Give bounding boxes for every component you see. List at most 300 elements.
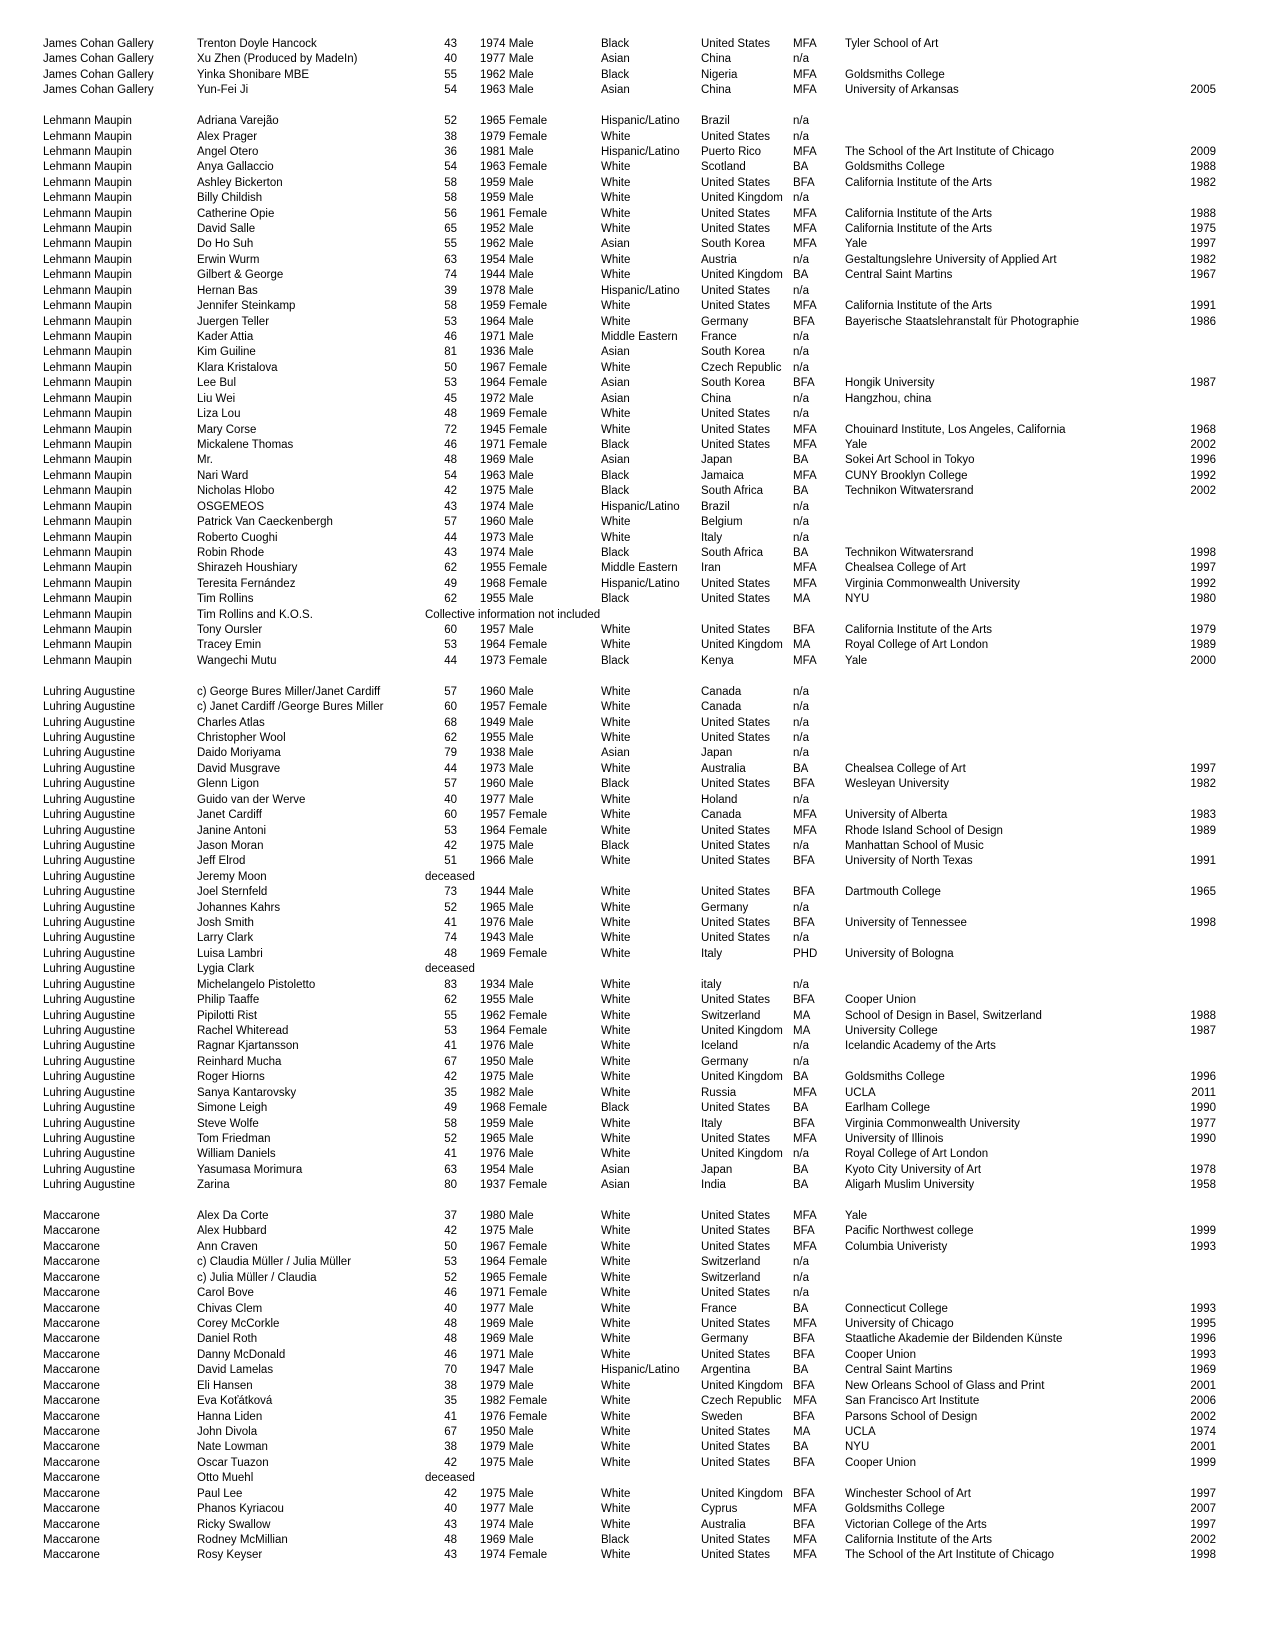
artist-row <box>0 531 1275 546</box>
school-cell <box>845 52 1180 67</box>
country-cell: Germany <box>701 901 749 914</box>
artist-row <box>0 160 1275 175</box>
left-margin <box>0 1039 43 1054</box>
artist-cell: Patrick Van Caeckenbergh <box>197 516 333 529</box>
birth-year-gender-cell: 1962 Female <box>480 1009 548 1022</box>
ethnicity-cell: Asian <box>601 1163 630 1176</box>
degree-cell: BFA <box>793 855 815 868</box>
artist-cell: Jeff Elrod <box>197 855 246 868</box>
gallery-cell: Lehmann Maupin <box>43 361 132 374</box>
artist-cell: Zarina <box>197 1179 230 1192</box>
degree-cell: BFA <box>793 778 815 791</box>
artist-row <box>0 762 1275 777</box>
age-cell: 41 <box>444 1148 457 1161</box>
birth-year-gender-cell: 1980 Male <box>480 1210 534 1223</box>
degree-cell: BFA <box>793 377 815 390</box>
age-cell: 41 <box>444 1410 457 1423</box>
ethnicity-cell: White <box>601 1009 631 1022</box>
artist-row <box>0 469 1275 484</box>
school-cell: The School of the Art Institute of Chicago <box>845 145 1055 158</box>
left-margin <box>0 52 43 67</box>
degree-cell: MFA <box>793 1240 817 1253</box>
birth-year-gender-cell: 1974 Male <box>480 38 534 50</box>
birth-year-gender-cell: 1964 Female <box>480 377 548 390</box>
degree-cell: n/a <box>793 1271 809 1284</box>
left-margin <box>0 962 43 977</box>
grad-year-cell <box>1180 993 1216 1008</box>
gallery-cell: Luhring Augustine <box>43 778 136 791</box>
left-margin <box>0 1178 43 1193</box>
country-cell: Cyprus <box>701 1503 738 1516</box>
age-cell: 48 <box>444 408 457 421</box>
gallery-cell: Lehmann Maupin <box>43 408 132 421</box>
artist-row <box>0 1240 1275 1255</box>
column-gap <box>457 1178 480 1193</box>
ethnicity-cell: White <box>601 1225 631 1238</box>
column-gap <box>457 1518 480 1533</box>
country-cell: United Kingdom <box>701 1379 783 1392</box>
country-cell: South Korea <box>701 377 765 390</box>
ethnicity-cell: White <box>601 253 631 266</box>
artist-row <box>0 1425 1275 1440</box>
ethnicity-cell: White <box>601 855 631 868</box>
left-margin <box>0 978 43 993</box>
grad-year-cell: 1992 <box>1190 469 1216 482</box>
column-gap <box>457 484 480 499</box>
left-margin <box>0 160 43 175</box>
artist-row <box>0 315 1275 330</box>
country-cell: Italy <box>701 531 723 544</box>
school-cell: UCLA <box>845 1086 876 1099</box>
degree-cell: BFA <box>793 886 815 899</box>
column-gap <box>457 500 480 515</box>
age-cell: 41 <box>444 1040 457 1053</box>
school-cell <box>845 531 1180 546</box>
country-cell: italy <box>701 978 722 991</box>
birth-year-gender-cell: 1971 Male <box>480 331 534 344</box>
grad-year-cell <box>1180 685 1216 700</box>
artist-row <box>0 962 1275 977</box>
artist-cell: Xu Zhen (Produced by MadeIn) <box>197 53 358 66</box>
degree-cell: BFA <box>793 1410 815 1423</box>
gallery-cell: Lehmann Maupin <box>43 531 132 544</box>
degree-cell: n/a <box>793 978 809 991</box>
artist-cell: Luisa Lambri <box>197 947 263 960</box>
birth-year-gender-cell: 1974 Male <box>480 500 534 513</box>
artist-row <box>0 176 1275 191</box>
degree-cell: BFA <box>793 315 815 328</box>
school-cell: Manhattan School of Music <box>845 839 984 852</box>
column-gap <box>457 1456 480 1471</box>
degree-cell: MFA <box>793 38 817 50</box>
left-margin <box>0 1379 43 1394</box>
age-cell: 83 <box>444 978 457 991</box>
school-cell: Technikon Witwatersrand <box>845 485 974 498</box>
degree-cell: BA <box>793 1441 809 1454</box>
degree-cell: MFA <box>793 562 817 575</box>
artist-row <box>0 1317 1275 1332</box>
country-cell: United Kingdom <box>701 269 783 282</box>
gallery-cell: Luhring Augustine <box>43 870 136 883</box>
gallery-cell: Maccarone <box>43 1425 100 1438</box>
artist-cell: Michelangelo Pistoletto <box>197 978 316 991</box>
gallery-cell: Maccarone <box>43 1225 100 1238</box>
age-cell: 60 <box>444 809 457 822</box>
column-gap <box>457 453 480 468</box>
school-cell: New Orleans School of Glass and Print <box>845 1379 1045 1392</box>
degree-cell: BA <box>793 1071 809 1084</box>
grad-year-cell <box>1180 330 1216 345</box>
left-margin <box>0 253 43 268</box>
degree-cell: n/a <box>793 516 809 529</box>
birth-year-gender-cell: 1981 Male <box>480 145 534 158</box>
school-cell <box>845 978 1180 993</box>
column-gap <box>457 361 480 376</box>
column-gap <box>457 145 480 160</box>
gallery-cell: Lehmann Maupin <box>43 161 132 174</box>
artist-row <box>0 68 1275 83</box>
gallery-cell: Luhring Augustine <box>43 731 136 744</box>
gallery-cell: Maccarone <box>43 1487 100 1500</box>
birth-year-gender-cell: 1969 Female <box>480 408 548 421</box>
grad-year-cell: 1995 <box>1190 1318 1216 1331</box>
column-gap <box>457 407 480 422</box>
artist-cell: Nicholas Hlobo <box>197 485 275 498</box>
column-gap <box>457 345 480 360</box>
birth-year-gender-cell: 1973 Male <box>480 762 534 775</box>
column-gap <box>457 330 480 345</box>
left-margin <box>0 1209 43 1224</box>
country-cell: Puerto Rico <box>701 145 762 158</box>
gallery-cell: Lehmann Maupin <box>43 624 132 637</box>
ethnicity-cell: White <box>601 408 631 421</box>
country-cell: United States <box>701 207 771 220</box>
column-gap <box>457 854 480 869</box>
left-margin <box>0 746 43 761</box>
ethnicity-cell: Asian <box>601 747 630 760</box>
country-cell: United States <box>701 176 771 189</box>
degree-cell: n/a <box>793 408 809 421</box>
artist-cell: Janine Antoni <box>197 824 267 837</box>
gallery-cell: Maccarone <box>43 1256 100 1269</box>
birth-year-gender-cell: 1975 Male <box>480 1487 534 1500</box>
country-cell: South Africa <box>701 485 764 498</box>
artist-cell: Ann Craven <box>197 1240 258 1253</box>
birth-year-gender-cell: 1955 Male <box>480 994 534 1007</box>
left-margin <box>0 500 43 515</box>
ethnicity-cell: White <box>601 624 631 637</box>
left-margin <box>0 438 43 453</box>
artist-row <box>0 1132 1275 1147</box>
ethnicity-cell: White <box>601 1287 631 1300</box>
artist-row <box>0 824 1275 839</box>
degree-cell: n/a <box>793 331 809 344</box>
artist-row <box>0 1363 1275 1378</box>
country-cell: United States <box>701 824 771 837</box>
degree-cell: BA <box>793 161 809 174</box>
ethnicity-cell: Black <box>601 839 630 852</box>
grad-year-cell <box>1180 1286 1216 1301</box>
artist-cell: Wangechi Mutu <box>197 654 277 667</box>
left-margin <box>0 114 43 129</box>
degree-cell: n/a <box>793 346 809 359</box>
country-cell: United States <box>701 1210 771 1223</box>
school-cell: Yale <box>845 438 868 451</box>
artist-cell: William Daniels <box>197 1148 276 1161</box>
grad-year-cell: 1988 <box>1190 161 1216 174</box>
grad-year-cell: 1982 <box>1190 253 1216 266</box>
age-cell: 58 <box>444 176 457 189</box>
left-margin <box>0 1224 43 1239</box>
column-gap <box>457 1410 480 1425</box>
age-cell: 68 <box>444 716 457 729</box>
age-cell: 63 <box>444 253 457 266</box>
school-cell: Technikon Witwatersrand <box>845 546 974 559</box>
column-gap <box>457 885 480 900</box>
age-cell: 55 <box>444 238 457 251</box>
country-cell: United States <box>701 408 771 421</box>
artist-cell: Corey McCorkle <box>197 1318 280 1331</box>
birth-year-gender-cell: 1973 Male <box>480 531 534 544</box>
age-cell: 42 <box>444 839 457 852</box>
artist-row <box>0 1255 1275 1270</box>
degree-cell: MA <box>793 593 811 606</box>
grad-year-cell <box>1180 901 1216 916</box>
degree-cell: MFA <box>793 207 817 220</box>
gallery-cell: Maccarone <box>43 1441 100 1454</box>
gallery-cell: Luhring Augustine <box>43 762 136 775</box>
birth-year-gender-cell: 1975 Male <box>480 1456 534 1469</box>
column-gap <box>457 253 480 268</box>
artist-cell: Nari Ward <box>197 469 249 482</box>
country-cell: United States <box>701 577 771 590</box>
degree-cell: MFA <box>793 1318 817 1331</box>
left-margin <box>0 623 43 638</box>
gallery-cell: Luhring Augustine <box>43 1086 136 1099</box>
school-cell <box>845 716 1180 731</box>
country-cell: Scotland <box>701 161 746 174</box>
country-cell: Canada <box>701 685 742 698</box>
artist-row <box>0 1101 1275 1116</box>
country-cell: United States <box>701 886 771 899</box>
artist-cell: Kim Guiline <box>197 346 256 359</box>
birth-year-gender-cell: 1960 Male <box>480 778 534 791</box>
birth-year-gender-cell: 1945 Female <box>480 423 548 436</box>
artist-row <box>0 423 1275 438</box>
left-margin <box>0 130 43 145</box>
left-margin <box>0 716 43 731</box>
artist-cell: Erwin Wurm <box>197 253 260 266</box>
birth-year-gender-cell: 1974 Male <box>480 546 534 559</box>
left-margin <box>0 854 43 869</box>
school-cell: Royal College of Art London <box>845 1148 989 1161</box>
left-margin <box>0 546 43 561</box>
left-margin <box>0 793 43 808</box>
age-cell: 70 <box>444 1364 457 1377</box>
country-cell: Switzerland <box>701 1256 761 1269</box>
country-cell: United States <box>701 1102 771 1115</box>
country-cell: France <box>701 1302 737 1315</box>
degree-cell: MA <box>793 639 811 652</box>
gallery-cell: Lehmann Maupin <box>43 238 132 251</box>
gallery-cell: Luhring Augustine <box>43 1055 136 1068</box>
column-gap <box>457 993 480 1008</box>
left-margin <box>0 1332 43 1347</box>
birth-year-gender-cell: 1979 Female <box>480 130 548 143</box>
age-cell: 65 <box>444 223 457 236</box>
gallery-cell: James Cohan Gallery <box>43 68 154 81</box>
birth-year-gender-cell: 1950 Male <box>480 1425 534 1438</box>
birth-year-gender-cell: 1950 Male <box>480 1055 534 1068</box>
left-margin <box>0 731 43 746</box>
school-cell <box>845 901 1180 916</box>
school-cell: CUNY Brooklyn College <box>845 469 968 482</box>
grad-year-cell <box>1180 284 1216 299</box>
ethnicity-cell: Black <box>601 593 630 606</box>
artist-cell: c) Janet Cardiff /George Bures Miller <box>197 701 384 714</box>
degree-cell: MFA <box>793 1210 817 1223</box>
ethnicity-cell: Black <box>601 38 630 50</box>
left-margin <box>0 484 43 499</box>
age-cell: 62 <box>444 562 457 575</box>
column-gap <box>457 762 480 777</box>
age-cell: 44 <box>444 762 457 775</box>
artist-cell: Roberto Cuoghi <box>197 531 278 544</box>
artist-row <box>0 1163 1275 1178</box>
country-cell: United Kingdom <box>701 192 783 205</box>
artist-cell: Alex Prager <box>197 130 258 143</box>
ethnicity-cell: Asian <box>601 53 630 66</box>
artist-row <box>0 916 1275 931</box>
school-cell <box>845 407 1180 422</box>
left-margin <box>0 1317 43 1332</box>
left-margin <box>0 824 43 839</box>
artist-cell: David Lamelas <box>197 1364 274 1377</box>
ethnicity-cell: Hispanic/Latino <box>601 115 680 128</box>
country-cell: United States <box>701 1549 771 1562</box>
country-cell: China <box>701 84 732 97</box>
degree-cell: MA <box>793 1009 811 1022</box>
left-margin <box>0 1240 43 1255</box>
birth-year-gender-cell: 1974 Male <box>480 1518 534 1531</box>
ethnicity-cell: Black <box>601 546 630 559</box>
degree-cell: n/a <box>793 1055 809 1068</box>
grad-year-cell <box>1180 37 1216 52</box>
column-gap <box>457 1163 480 1178</box>
age-cell: 57 <box>444 685 457 698</box>
left-margin <box>0 531 43 546</box>
degree-cell: n/a <box>793 130 809 143</box>
grad-year-cell: 1967 <box>1190 269 1216 282</box>
ethnicity-cell: Black <box>601 438 630 451</box>
column-gap <box>457 83 480 98</box>
artist-row <box>0 1332 1275 1347</box>
ethnicity-cell: White <box>601 901 631 914</box>
artist-cell: Liza Lou <box>197 408 241 421</box>
artist-row <box>0 839 1275 854</box>
birth-year-gender-cell: 1982 Female <box>480 1395 548 1408</box>
age-cell: 44 <box>444 654 457 667</box>
grad-year-cell: 1983 <box>1190 809 1216 822</box>
birth-year-gender-cell: 1963 Male <box>480 84 534 97</box>
left-margin <box>0 515 43 530</box>
birth-year-gender-cell: 1960 Male <box>480 516 534 529</box>
artist-row <box>0 52 1275 67</box>
artist-row <box>0 1410 1275 1425</box>
degree-cell: n/a <box>793 716 809 729</box>
left-margin <box>0 885 43 900</box>
birth-year-gender-cell: 1954 Male <box>480 253 534 266</box>
school-cell: Tyler School of Art <box>845 38 939 50</box>
gallery-cell: Lehmann Maupin <box>43 145 132 158</box>
country-cell: Germany <box>701 1333 749 1346</box>
ethnicity-cell: White <box>601 932 631 945</box>
age-cell: 48 <box>444 947 457 960</box>
gallery-cell: James Cohan Gallery <box>43 84 154 97</box>
grad-year-cell: 1993 <box>1190 1348 1216 1361</box>
ethnicity-cell: White <box>601 1395 631 1408</box>
gallery-cell: Maccarone <box>43 1518 100 1531</box>
degree-cell: BFA <box>793 1333 815 1346</box>
school-cell <box>845 931 1180 946</box>
grad-year-cell: 1965 <box>1190 886 1216 899</box>
grad-year-cell: 2011 <box>1191 1086 1216 1099</box>
degree-cell: BFA <box>793 1456 815 1469</box>
artist-row <box>0 685 1275 700</box>
age-cell: 48 <box>444 1318 457 1331</box>
birth-year-gender-cell: 1971 Female <box>480 1287 548 1300</box>
gallery-cell: Maccarone <box>43 1549 100 1562</box>
artist-row <box>0 392 1275 407</box>
left-margin <box>0 654 43 669</box>
gallery-cell: Lehmann Maupin <box>43 223 132 236</box>
ethnicity-cell: White <box>601 192 631 205</box>
country-cell: Switzerland <box>701 1271 761 1284</box>
artist-row <box>0 330 1275 345</box>
age-cell: 80 <box>444 1179 457 1192</box>
country-cell: Iran <box>701 562 721 575</box>
ethnicity-cell: Black <box>601 68 630 81</box>
degree-cell: BA <box>793 1302 809 1315</box>
grad-year-cell: 1977 <box>1190 1117 1216 1130</box>
artist-row <box>0 130 1275 145</box>
artist-cell: Liu Wei <box>197 392 236 405</box>
school-cell: University of Alberta <box>845 809 948 822</box>
grad-year-cell <box>1180 731 1216 746</box>
gallery-cell: Lehmann Maupin <box>43 454 132 467</box>
artist-row <box>0 500 1275 515</box>
column-gap <box>457 1348 480 1363</box>
country-cell: United States <box>701 932 771 945</box>
ethnicity-cell: White <box>601 300 631 313</box>
grad-year-cell <box>1180 68 1216 83</box>
country-cell: United States <box>701 994 771 1007</box>
left-margin <box>0 1055 43 1070</box>
gallery-cell: Lehmann Maupin <box>43 392 132 405</box>
artist-cell: Johannes Kahrs <box>197 901 281 914</box>
ethnicity-cell: Asian <box>601 377 630 390</box>
artist-row <box>0 808 1275 823</box>
ethnicity-cell: White <box>601 685 631 698</box>
age-cell: 41 <box>444 917 457 930</box>
artist-cell: Mary Corse <box>197 423 257 436</box>
country-cell: United States <box>701 223 771 236</box>
ethnicity-cell: Middle Eastern <box>601 562 678 575</box>
artist-cell: Shirazeh Houshiary <box>197 562 298 575</box>
artist-row <box>0 608 1275 623</box>
artist-cell: Tim Rollins and K.O.S. <box>197 608 313 621</box>
age-cell: 74 <box>444 932 457 945</box>
